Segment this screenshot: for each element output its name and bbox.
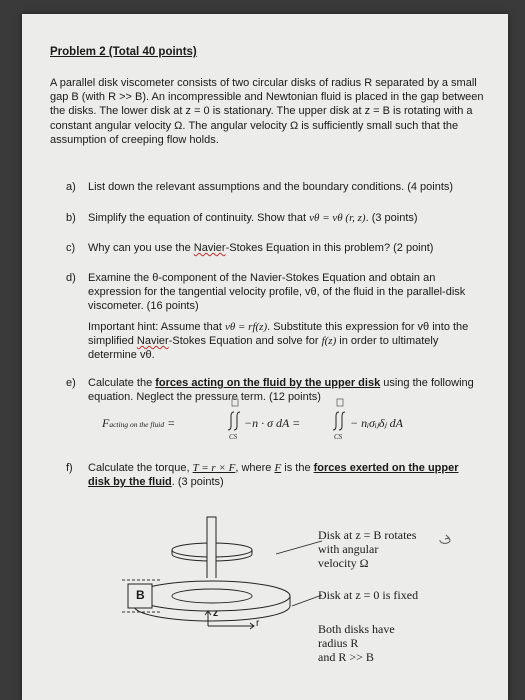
radius-note-line-3: and R >> B xyxy=(318,650,374,664)
question-e-text-pre: Calculate the xyxy=(88,377,156,389)
problem-intro: A parallel disk viscometer consists of two circular disks of radius R separated by a small gap B (with R >> B). An incompressible and Newtonian fluid is placed in the gap between the disks. The lower disk at z = 0 is stationary. The upper disk at z = B is rotating with a constant angular velocity Ω. The angular velocity Ω is sufficiently small such that the assumption of creeping flow holds. xyxy=(50,77,484,146)
question-f-text-pre: Calculate the torque, xyxy=(88,462,193,474)
equation-cs-2: CS xyxy=(334,433,343,441)
question-e-bold: forces acting on the fluid by the upper disk xyxy=(155,377,381,389)
radius-note xyxy=(318,622,488,664)
hint-text-post: in order to ultimately determine vθ. xyxy=(88,335,439,362)
equation-lhs-sub: acting on the fluid xyxy=(109,420,165,429)
question-b-text-pre: Simplify the equation of continuity. Show that xyxy=(88,212,310,224)
question-f-text-mid: , where xyxy=(235,462,275,474)
question-e-label: e) xyxy=(66,377,76,389)
lower-disk-note: Disk at z = 0 is fixed xyxy=(318,588,419,602)
question-f-label: f) xyxy=(66,462,73,474)
question-b-text-post: . (3 points) xyxy=(365,212,418,224)
hint-text-mid2: -Stokes Equation and solve for xyxy=(168,335,322,348)
question-f-text-post: . (3 points) xyxy=(171,476,224,489)
radius-note-line-2: radius R xyxy=(318,636,359,650)
question-b-math: vθ = vθ (r, z) xyxy=(309,212,366,224)
upper-note-line-1: Disk at z = B rotates xyxy=(318,528,417,542)
question-b-label: b) xyxy=(66,212,76,224)
axis-label-r: r xyxy=(256,618,260,629)
lower-disk-top xyxy=(134,581,290,611)
worksheet-page: Problem 2 (Total 40 points) A parallel disk viscometer consists of two circular disks of radius R separated by a small gap B (with R >> B). An incompressible and Newtonian fluid is placed in the gap between the disks. The lower disk at z = 0 is stationary. The upper disk at z = B is rotating with a constant angular velocity Ω. The angular velocity Ω is sufficiently small such that the assumption of creeping flow holds. a) List down the relevant assumptions and the boundary conditions. (4 points) b) Simplify the equation of continuity. Show that vθ = vθ (r, z). (3 points) c) Why can you use the Navier-Stokes Equation in this problem? (2 point) d) Examine the θ-component of the Navier-Stokes Equation and obtain an expression for the tangential velocity profile, vθ, of the fluid in the parallel-disk viscometer. (16 points) Important hint: Assume that vθ = rf(z). Substitute this expression for vθ into the simplified Navier-Stokes Equation and solve for f(z) in order to ultimately determine vθ. e) Calculate the forces acting on the fluid by the upper disk using the following equation. Neglect the pressure term. (12 points) Facting on the fluid = −n · σ dA = − nᵢσᵢⱼδⱼ dA CS CS f) Calculate the torque, T = r × F, where F is the forces exerted on the upper disk by the fluid. (3 points) B z r Disk at z = B rotates with angular velocity Ω Disk at z = 0 is fixed Both disks have radius R and R >> B xyxy=(22,14,508,700)
question-d-label: d) xyxy=(66,272,76,284)
hint-text-mid: . Substitute this expression for vθ into the simplified xyxy=(88,321,469,348)
gap-label-b: B xyxy=(136,588,145,602)
question-f-math: T = r × F xyxy=(192,462,236,474)
question-f-math-f: F xyxy=(274,462,282,474)
question-f-bold: forces exerted on the upper xyxy=(313,462,459,474)
equation-term-1: −n · σ dA = xyxy=(244,416,301,430)
question-a-label: a) xyxy=(66,181,76,193)
problem-title: Problem 2 (Total 40 points) xyxy=(50,46,197,58)
upper-disk-note xyxy=(318,528,488,570)
hint-link: Navier xyxy=(136,335,169,348)
question-c-text-post: -Stokes Equation in this problem? (2 point) xyxy=(225,242,434,254)
equation-cs-1: CS xyxy=(229,433,238,441)
upper-note-line-2: with angular xyxy=(318,542,379,556)
radius-note-line-1: Both disks have xyxy=(318,622,395,636)
question-f-bold-line2: disk by the fluid xyxy=(88,476,172,489)
equation-lhs: F xyxy=(102,416,110,430)
question-c-link: Navier xyxy=(193,242,226,254)
question-d-text: Examine the θ-component of the Navier-Stokes Equation and obtain an expression for the tangential velocity profile, vθ, of the fluid in the parallel-disk viscometer. (16 points) xyxy=(88,272,466,313)
question-e-text-post: using the following equation. Neglect the pressure term. (12 points) xyxy=(88,377,474,404)
upper-disk-leader xyxy=(276,541,322,554)
question-c-text-pre: Why can you use the xyxy=(88,242,194,254)
question-f-text-mid2: is the xyxy=(281,462,314,474)
equation-term-2: − nᵢσᵢⱼδⱼ dA xyxy=(350,416,403,430)
upper-note-line-3: velocity Ω xyxy=(318,556,369,570)
question-a-text: List down the relevant assumptions and the boundary conditions. (4 points) xyxy=(88,181,454,193)
hint-math-2: f(z) xyxy=(321,335,337,348)
hint-math-1: vθ = rf(z) xyxy=(224,321,268,333)
hint-text-pre: Important hint: Assume that xyxy=(88,321,225,333)
question-c-label: c) xyxy=(66,242,76,254)
axis-label-z: z xyxy=(213,608,218,619)
